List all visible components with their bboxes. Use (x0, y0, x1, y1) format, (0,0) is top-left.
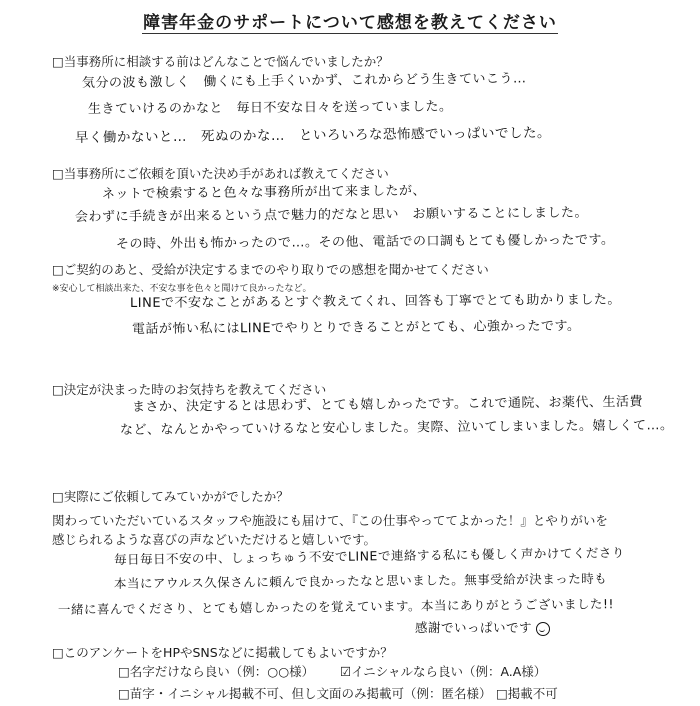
answer-5-line-3: 一緒に喜んでくださり、とても嬉しかったのを覚えています。本当にありがとうございました!! (57, 596, 615, 617)
question-5: □実際にご依頼してみていかがでしたか？ (52, 489, 289, 504)
question-5-prompt-line-2: 感じられるような喜びの声などいただけると嬉しいです。 (52, 532, 377, 547)
answer-5-line-1: 毎日毎日不安の中、しょっちゅう不安でLINEで連絡する私にも優しく声かけてくださり (113, 544, 625, 567)
survey-title: 障害年金のサポートについて感想を教えてください (143, 13, 557, 33)
answer-2-line-1: ネットで検索すると色々な事務所が出て来ましたが、 (101, 183, 427, 202)
option-no-publish[interactable]: □掲載不可 (496, 686, 558, 701)
option-initials[interactable]: ☑イニシャルなら良い（例：A.A様） (340, 664, 547, 679)
question-3: □ご契約のあと、受給が決定するまでのやり取りでの感想を聞かせてください (52, 262, 489, 277)
question-2: □当事務所にご依頼を頂いた決め手があれば教えてください (52, 166, 389, 181)
title-underline (142, 33, 558, 34)
smiley-face-icon (536, 622, 550, 636)
question-1: □当事務所に相談する前はどんなことで悩んでいましたか？ (52, 54, 389, 69)
answer-5-line-2: 本当にアウルス久保さんに頼んで良かったなと思いました。無事受給が決まった時も (113, 570, 608, 591)
answer-5-line-4-text: 感謝でいっぱいです (415, 620, 533, 635)
question-4: □決定が決まった時のお気持ちを教えてください (52, 382, 327, 397)
question-5-prompt-line-1: 関わっていただいているスタッフや施設にも届けて、『この仕事やっててよかった！』とやりがいを (52, 513, 608, 528)
answer-1-line-3: 早く働かないと… 死ぬのかな… といろいろな恐怖感でいっぱいでした。 (74, 125, 552, 146)
answer-1-line-2: 生きていけるのかなと 毎日不安な日々を送っていました。 (87, 99, 453, 117)
option-surname-only[interactable]: □名字だけなら良い（例：○○様） (118, 664, 315, 679)
answer-1-line-1: 気分の波も激しく 働くにも上手くいかず、これからどう生きていこう… (81, 71, 527, 91)
answer-2-line-2: 会わずに手続きが出来るという点で魅力的だなと思い お願いすることにしました。 (74, 205, 589, 225)
answer-4-line-2: など、なんとかやっていけるなと安心しました。実際、泣いてしまいました。嬉しくて…。 (119, 418, 674, 438)
answer-5-line-4 (415, 618, 550, 636)
answer-4-line-1: まさか、決定するとは思わず、とても嬉しかったです。これで通院、お薬代、生活費 (131, 394, 643, 415)
answer-3-line-1: LINEで不安なことがあるとすぐ教えてくれ、回答も丁寧でとても助かりました。 (129, 292, 621, 311)
question-3-note: ※安心して相談出来た、不安な事を色々と聞けて良かったなど。 (52, 284, 312, 294)
answer-3-line-2: 電話が怖い私にはLINEでやりとりできることがとても、心強かったです。 (131, 318, 581, 337)
option-anonymous[interactable]: □苗字・イニシャル掲載不可、但し文面のみ掲載可（例：匿名様） (118, 686, 492, 701)
answer-2-line-3: その時、外出も怖かったので…。その他、電話での口調もとても優しかったです。 (115, 232, 615, 252)
question-6: □このアンケートをHPやSNSなどに掲載してもよいですか？ (52, 645, 393, 660)
